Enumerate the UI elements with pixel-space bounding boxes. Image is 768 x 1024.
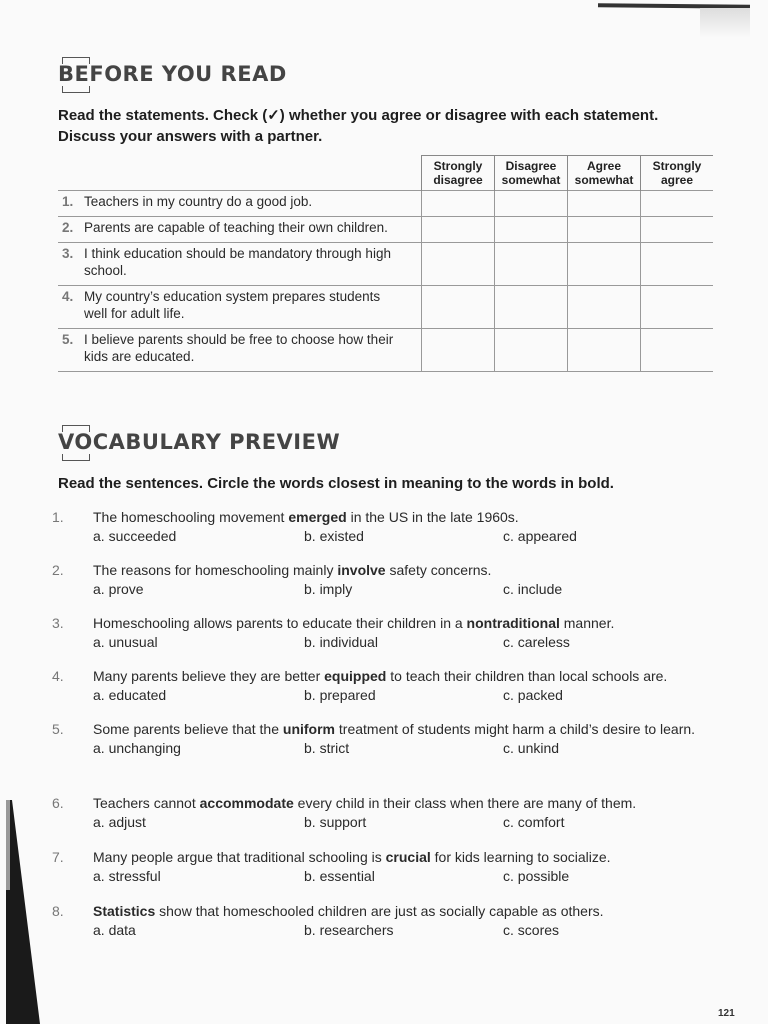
check-cell[interactable]	[422, 243, 495, 286]
vocabulary-preview-instructions: Read the sentences. Circle the words closest in meaning to the words in bold.	[58, 475, 614, 492]
bold-word: involve	[337, 562, 386, 578]
check-cell[interactable]	[495, 217, 568, 243]
vocab-item	[52, 508, 712, 546]
check-cell[interactable]	[641, 191, 714, 217]
option-b[interactable]: b. imply	[304, 581, 353, 597]
vocab-item-number: 3.	[52, 615, 64, 631]
bold-word: equipped	[324, 668, 387, 684]
check-cell[interactable]	[568, 286, 641, 329]
table-row	[58, 329, 713, 372]
table-row	[58, 191, 713, 217]
statement-cell	[58, 286, 422, 329]
statement-number: 3.	[62, 246, 74, 261]
check-cell[interactable]	[495, 191, 568, 217]
option-c[interactable]: c. scores	[503, 922, 560, 938]
column-header: Strongly agree	[641, 156, 714, 191]
vocabulary-preview-heading: VOCABULARY PREVIEW	[58, 430, 341, 454]
option-b[interactable]: b. essential	[304, 868, 375, 884]
answer-options	[93, 921, 712, 940]
option-a[interactable]: a. adjust	[93, 814, 146, 830]
column-header: Disagree somewhat	[495, 156, 568, 191]
vocab-sentence	[93, 667, 712, 686]
option-c[interactable]: c. include	[503, 581, 563, 597]
bold-word: crucial	[385, 849, 431, 865]
bold-word: Statistics	[93, 903, 156, 919]
bold-word: accommodate	[199, 795, 294, 811]
header-blank	[58, 156, 422, 191]
option-b[interactable]: b. strict	[304, 740, 350, 756]
vocab-item	[52, 848, 712, 886]
check-cell[interactable]	[568, 243, 641, 286]
before-you-read-instructions: Read the statements. Check (✓) whether you agree or disagree with each statement. Discuss your answers with a partner.	[58, 107, 659, 145]
option-b[interactable]: b. existed	[304, 528, 364, 544]
check-cell[interactable]	[422, 191, 495, 217]
statement-cell	[58, 217, 422, 243]
sentence-text: to teach their children than local schools are.	[386, 668, 668, 684]
vocab-sentence	[93, 720, 707, 739]
check-cell[interactable]	[568, 217, 641, 243]
option-c[interactable]: c. possible	[503, 868, 570, 884]
vocab-item-number: 6.	[52, 795, 64, 811]
option-a[interactable]: a. prove	[93, 581, 144, 597]
vocab-sentence	[93, 848, 712, 867]
check-cell[interactable]	[495, 329, 568, 372]
vocab-item	[52, 720, 707, 758]
vocab-item-number: 8.	[52, 903, 64, 919]
check-cell[interactable]	[422, 286, 495, 329]
check-cell[interactable]	[495, 286, 568, 329]
table-header-row	[58, 156, 713, 191]
vocab-item	[52, 902, 712, 940]
sentence-text: The reasons for homeschooling mainly	[93, 562, 338, 578]
sentence-text: treatment of students might harm a child’s desire to learn.	[335, 721, 696, 737]
option-a[interactable]: a. stressful	[93, 868, 161, 884]
answer-options	[93, 633, 712, 652]
option-a[interactable]: a. educated	[93, 687, 167, 703]
sentence-text: in the US in the late 1960s.	[346, 509, 519, 525]
sentence-text: Some parents believe that the	[93, 721, 283, 737]
statement-number: 4.	[62, 289, 74, 304]
option-a[interactable]: a. unusual	[93, 634, 158, 650]
statement-number: 5.	[62, 332, 74, 347]
sentence-text: Homeschooling allows parents to educate their children in a	[93, 615, 467, 631]
vocab-item-number: 5.	[52, 721, 64, 737]
statement-text: I believe parents should be free to choose how their kids are educated.	[84, 332, 394, 364]
option-b[interactable]: b. support	[304, 814, 367, 830]
check-cell[interactable]	[568, 191, 641, 217]
answer-options	[93, 686, 712, 705]
column-header: Agree somewhat	[568, 156, 641, 191]
answer-options	[93, 580, 712, 599]
heading-bracket-bottom	[62, 86, 90, 93]
answer-options	[93, 813, 712, 832]
sentence-text: The homeschooling movement	[93, 509, 289, 525]
column-header: Strongly disagree	[422, 156, 495, 191]
option-a[interactable]: a. succeeded	[93, 528, 177, 544]
check-cell[interactable]	[568, 329, 641, 372]
agree-disagree-table	[58, 155, 713, 372]
corner-shadow	[700, 8, 750, 38]
sentence-text: Teachers cannot	[93, 795, 200, 811]
statement-text: I think education should be mandatory through high school.	[84, 246, 391, 278]
option-c[interactable]: c. unkind	[503, 740, 560, 756]
sentence-text: safety concerns.	[385, 562, 492, 578]
page-number: 121	[718, 1008, 735, 1019]
statement-cell	[58, 191, 422, 217]
sentence-text: Many people argue that traditional schooling is	[93, 849, 386, 865]
bold-word: nontraditional	[466, 615, 560, 631]
option-b[interactable]: b. individual	[304, 634, 378, 650]
bold-word: emerged	[288, 509, 347, 525]
statement-number: 2.	[62, 220, 74, 235]
vocab-sentence	[93, 561, 712, 580]
table-row	[58, 243, 713, 286]
statement-number: 1.	[62, 194, 74, 209]
sentence-text: manner.	[559, 615, 615, 631]
vocab-item	[52, 667, 712, 705]
check-cell[interactable]	[641, 243, 714, 286]
option-b[interactable]: b. prepared	[304, 687, 376, 703]
vocab-item	[52, 561, 712, 599]
vocab-item	[52, 794, 712, 832]
check-cell[interactable]	[422, 217, 495, 243]
statement-text: My country’s education system prepares students well for adult life.	[84, 289, 381, 321]
sentence-text: show that homeschooled children are just as socially capable as others.	[155, 903, 604, 919]
option-c[interactable]: c. appeared	[503, 528, 577, 544]
answer-options	[93, 739, 707, 758]
statement-cell	[58, 329, 422, 372]
vocab-sentence	[93, 508, 712, 527]
table-row	[58, 217, 713, 243]
option-a[interactable]: a. unchanging	[93, 740, 181, 756]
before-you-read-heading: BEFORE YOU READ	[58, 62, 287, 86]
heading-bracket-bottom	[62, 454, 90, 461]
vocab-item-number: 1.	[52, 509, 64, 525]
check-cell[interactable]	[422, 329, 495, 372]
vocab-item-number: 2.	[52, 562, 64, 578]
statement-text: Parents are capable of teaching their own children.	[84, 220, 388, 235]
vocab-sentence	[93, 902, 712, 921]
check-cell[interactable]	[641, 217, 714, 243]
vocab-item	[52, 614, 712, 652]
sentence-text: for kids learning to socialize.	[430, 849, 611, 865]
page-edge-shadow	[0, 800, 40, 1024]
vocab-sentence	[93, 794, 712, 813]
option-c[interactable]: c. packed	[503, 687, 563, 703]
vocab-item-number: 7.	[52, 849, 64, 865]
check-cell[interactable]	[641, 329, 714, 372]
check-cell[interactable]	[641, 286, 714, 329]
option-b[interactable]: b. researchers	[304, 922, 394, 938]
table-row	[58, 286, 713, 329]
bold-word: uniform	[282, 721, 336, 737]
vocab-sentence	[93, 614, 712, 633]
sentence-text: every child in their class when there are many of them.	[293, 795, 637, 811]
check-cell[interactable]	[495, 243, 568, 286]
answer-options	[93, 527, 712, 546]
vocab-item-number: 4.	[52, 668, 64, 684]
option-c[interactable]: c. comfort	[503, 814, 565, 830]
answer-options	[93, 867, 712, 886]
option-c[interactable]: c. careless	[503, 634, 570, 650]
option-a[interactable]: a. data	[93, 922, 136, 938]
sentence-text: Many parents believe they are better	[93, 668, 325, 684]
statement-text: Teachers in my country do a good job.	[84, 194, 313, 209]
statement-cell	[58, 243, 422, 286]
